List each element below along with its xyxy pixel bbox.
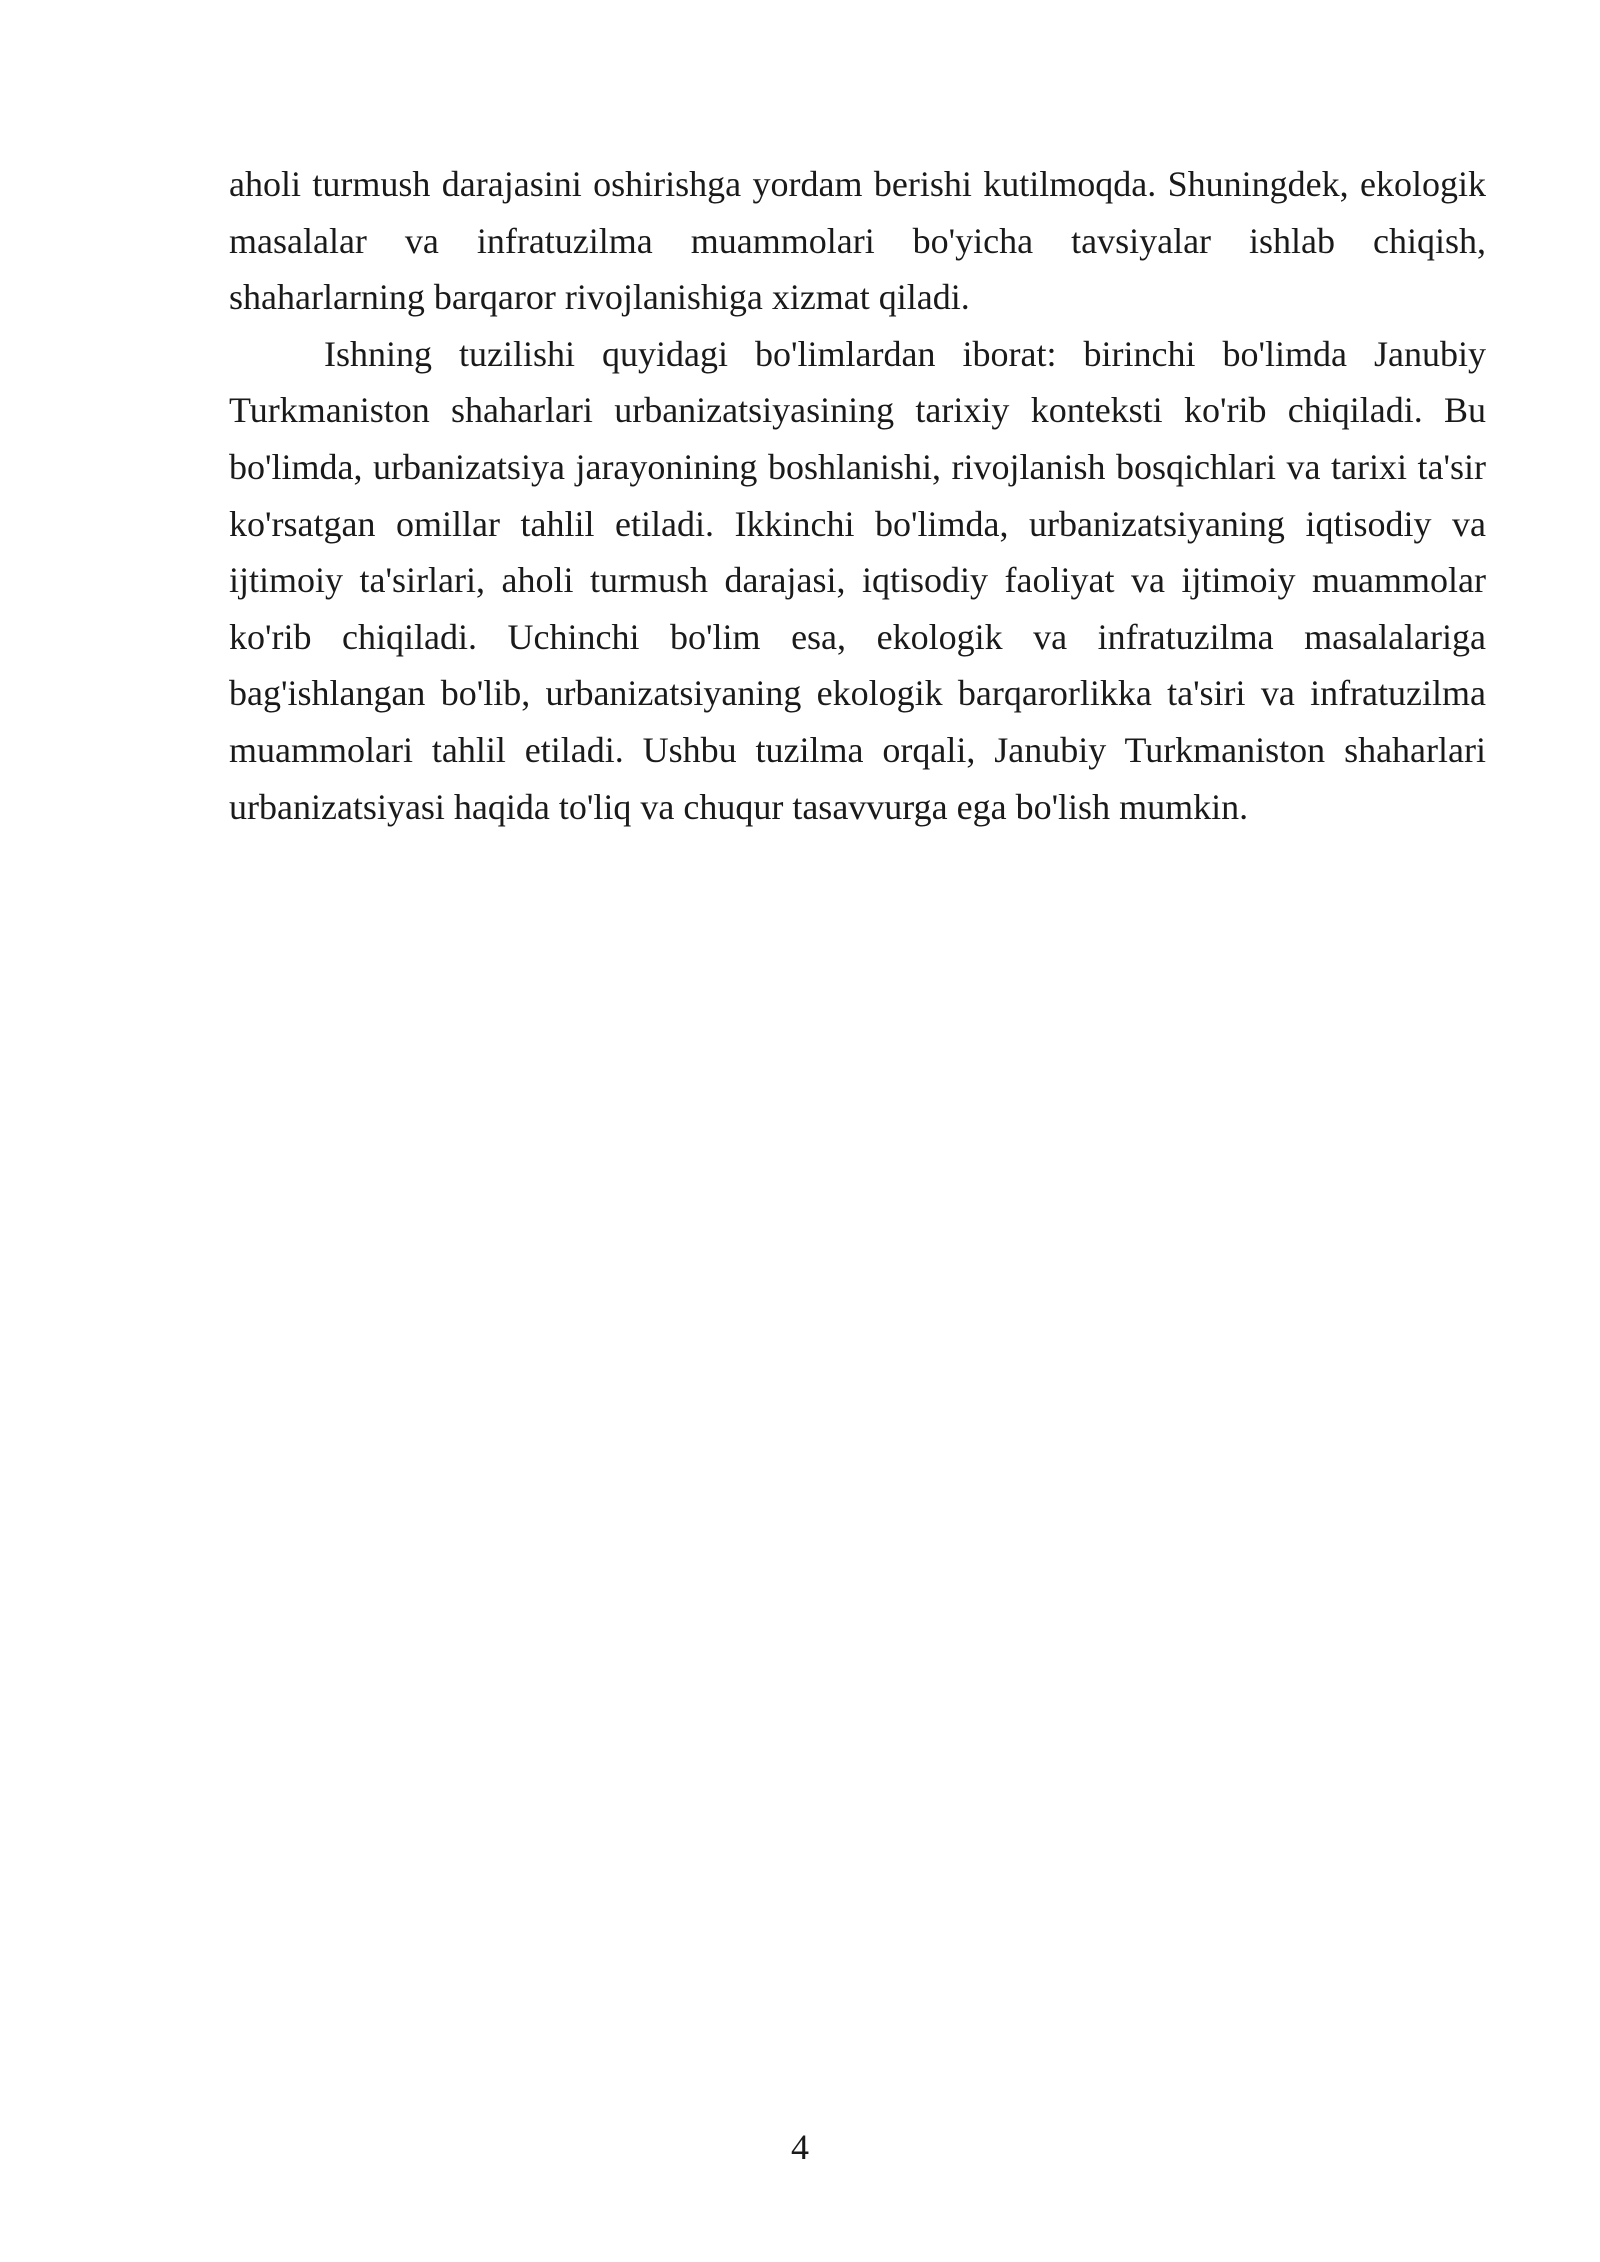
page-number: 4 — [791, 2127, 809, 2167]
paragraph-continuation: aholi turmush darajasini oshirishga yordam berishi kutilmoqda. Shuningdek, ekologik masalalar va infratuzilma muammolari bo'yicha tavsiyalar ishlab chiqish, shaharlarning barqaror rivojlanishiga xizmat qiladi. — [229, 164, 1486, 318]
body-text — [229, 156, 1486, 835]
paragraph-structure: Ishning tuzilishi quyidagi bo'limlardan iborat: birinchi bo'limda Janubiy Turkmaniston shaharlari urbanizatsiyasining tarixiy konteksti ko'rib chiqiladi. Bu bo'limda, urbanizatsiya jarayonining boshlanishi, rivojlanish bosqichlari va tarixi ta'sir ko'rsatgan omillar tahlil etiladi. Ikkinchi bo'limda, urbanizatsiyaning iqtisodiy va ijtimoiy ta'sirlari, aholi turmush darajasi, iqtisodiy faoliyat va ijtimoiy muammolar ko'rib chiqiladi. Uchinchi bo'lim esa, ekologik va infratuzilma masalalariga bag'ishlangan bo'lib, urbanizatsiyaning ekologik barqarorlikka ta'siri va infratuzilma muammolari tahlil etiladi. Ushbu tuzilma orqali, Janubiy Turkmaniston shaharlari urbanizatsiyasi haqida to'liq va chuqur tasavvurga ega bo'lish mumkin. — [229, 333, 1486, 827]
